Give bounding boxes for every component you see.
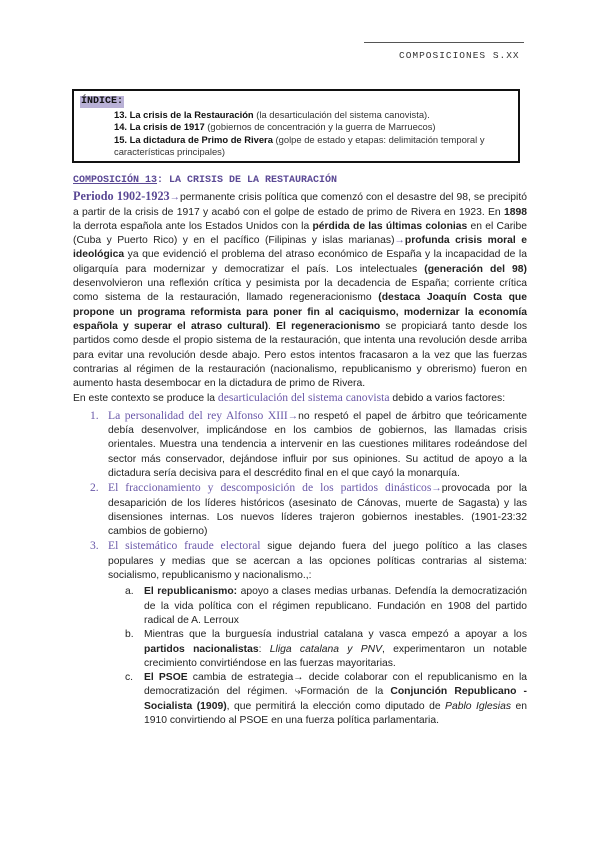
factor-list [73, 409, 527, 729]
header-rule [364, 42, 524, 43]
index-box [72, 89, 520, 163]
period-label: Periodo 1902-1923 [73, 189, 170, 204]
arrow-icon: → [287, 410, 299, 422]
index-item: 15. La dictadura de Primo de Rivera (golpe de estado y etapas: delimitación temporal y características principales) [114, 133, 485, 157]
index-item: 13. La crisis de la Restauración (la desarticulación del sistema canovista). [114, 109, 430, 121]
arrow-icon: → [394, 235, 405, 247]
composition-section [73, 174, 527, 728]
context-paragraph: En este contexto se produce la desarticulación del sistema canovista debido a varios factores: [73, 391, 506, 405]
subfactor-item: a. El republicanismo: apoyo a clases medias urbanas. Defendía la democratización de la vida política con el régimen republicano. Fundación en 1908 del partido radical de A. Lerroux [125, 586, 527, 626]
subfactor-item: b. Mientras que la burguesía industrial catalana y vasca empezó a apoyar a los partidos nacionalistas: Lliga catalana y PNV, experimentaron un notable crecimiento convirtiéndose en las fuerzas mayoritarias. [125, 629, 528, 669]
arrow-icon: → [431, 483, 442, 495]
arrow-icon: → [169, 192, 180, 204]
index-item: 14. La crisis de 1917 (gobiernos de concentración y la guerra de Marruecos) [114, 121, 436, 133]
subfactor-list [108, 585, 527, 728]
factor-item: 1. La personalidad del rey Alfonso XIII→no respetó el papel de árbitro que teóricamente debía desenvolver, implicándose en los cambios de gobiernos, las llamadas crisis orientales. Muestra una tendencia a intervenir en las cuestiones militares rodeándose del sector más conservador, dejándose influir por sus opiniones. Su actitud de apoyo a la dictadura sería decisiva para el descrédito final en el que cayó la monarquía. [90, 408, 527, 479]
factor-item: 2. El fraccionamiento y descomposición de los partidos dinásticos→provocada por la desaparición de los líderes históricos (asesinato de Cánovas, muerte de Sagasta) y las disensiones internas. Los nuevos líderes trajeron gobiernos inestables. (1901-23:32 cambios de gobierno) [90, 481, 527, 538]
factor-item: 3. El sistemático fraude electoral sigue dejando fuera del juego político a las clases populares y medias que se acercan a las opciones políticas contrarias al sistema: socialismo, republicanismo y nacionalismo.,: a. El republicanismo: apoyo a clases medias urbanas. Defendía la democratización de la vida política con el régimen republicano. Fundación en 1908 del partido radical de A. Lerroux b. Mientras que la burguesía industrial catalana y vasca empezó a apoyar a los partidos nacionalistas: Lliga catalana y PNV, experimentaron un notable crecimiento convirtiéndose en las fuerzas mayoritarias. c. El PSOE cambia de estrategia→ decide colaborar con el republicanismo en la democratización del régimen. ⤷Formación de la Conjunción Republicano -Socialista (1909), que permitirá la elección como diputado de Pablo Iglesias en 1910 convirtiendo al PSOE en una fuerza política parlamentaria. [73, 539, 527, 728]
section-heading: COMPOSICIÓN 13: LA CRISIS DE LA RESTAURACIÓN [73, 175, 338, 186]
subfactor-item: c. El PSOE cambia de estrategia→ decide colaborar con el republicanismo en la democratización del régimen. ⤷Formación de la Conjunción Republicano -Socialista (1909), que permitirá la elección como diputado de Pablo Iglesias en 1910 convirtiendo al PSOE en una fuerza política parlamentaria. [125, 672, 527, 726]
index-list [114, 109, 512, 158]
header-title: COMPOSICIONES S.XX [399, 50, 520, 61]
intro-paragraph: Periodo 1902-1923→permanente crisis política que comenzó con el desastre del 98, se precipitó a partir de la crisis de 1917 y acabó con el golpe de estado de primo de Rivera en 1923. En 1898 la derrota española ante los Estados Unidos con la pérdida de las últimas colonias en el Caribe (Cuba y Puerto Rico) y en el pacífico (Filipinas y islas marianas)→profunda crisis moral e ideológica ya que evidenció el problema del atraso económico de España y la incapacidad de la oligarquía para modernizar y democratizar el país. Los intelectuales (generación del 98) desenvolvieron una reflexión crítica y pesimista por la decadencia de España; corriente crítica como sistema de la restauración, llamado regeneracionismo (destaca Joaquín Costa que propone un programa reformista para poner fin al caciquismo, modernizar la economía española y superar el atraso cultural). El regeneracionismo se propiciará tanto desde los partidos como desde el propio sistema de la restauración, que intenta una revolución desde arriba para evitar una revolución desde abajo. Pero estos intentos fracasaron a la vez que las fuerzas contrarias al régimen de la restauración (nacionalismo, republicanismo y obrerismo) fueron en aumento hasta desembocar en la dictadura de primo de Rivera. [73, 189, 528, 390]
index-title: ÍNDICE: [81, 96, 124, 107]
